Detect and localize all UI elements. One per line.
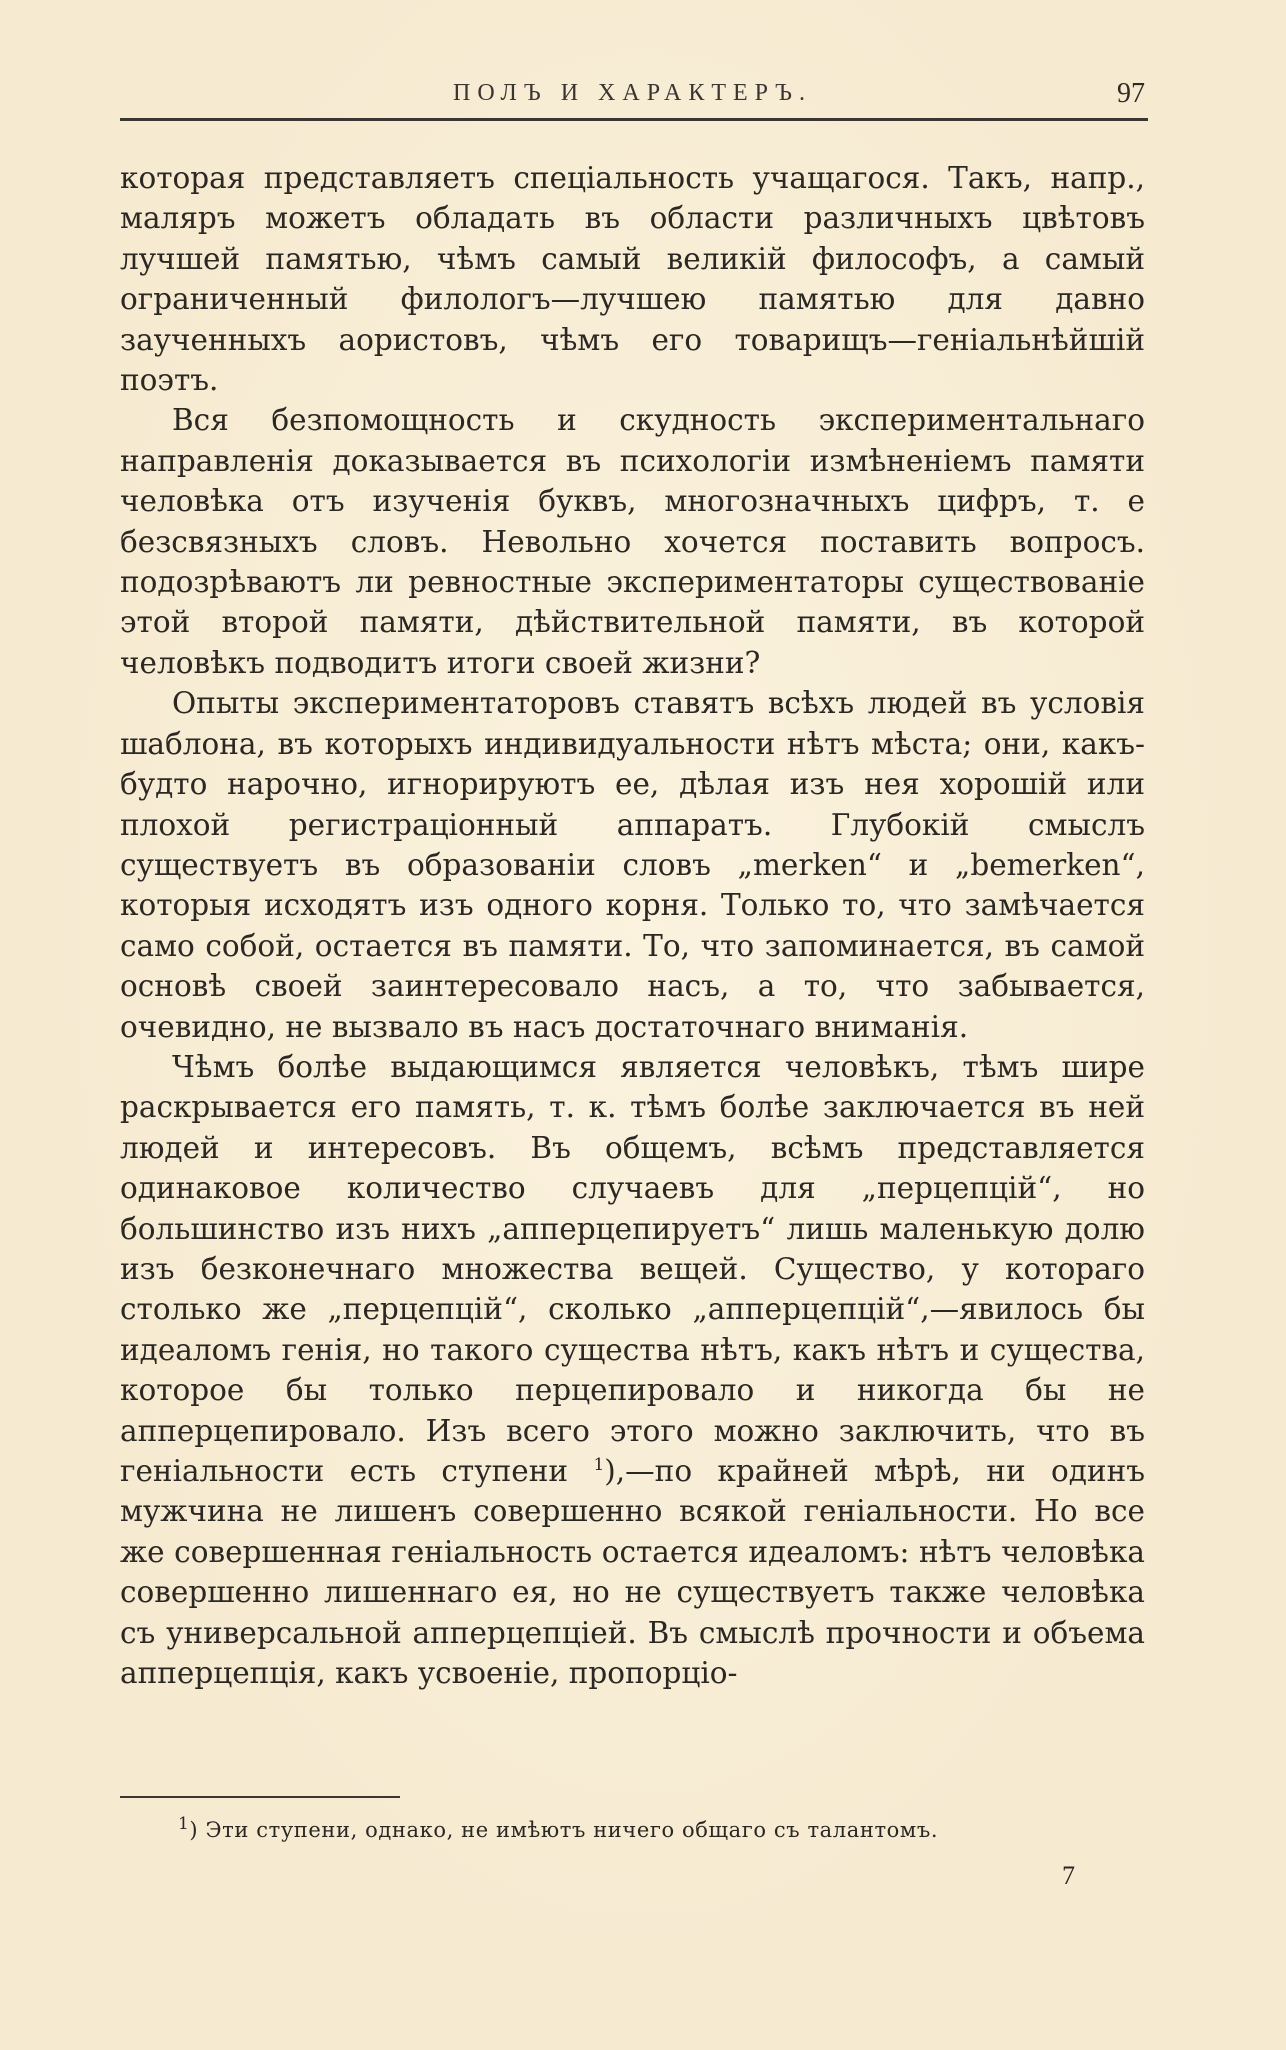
page-header: [120, 80, 1145, 120]
header-rule: [120, 118, 1148, 121]
paragraph-4-tail: ),—по крайней мѣрѣ, ни одинъ мужчина не лишенъ совершенно всякой геніальности. Но все же совершенная геніальность остается идеаломъ: нѣтъ человѣка совершенно лишеннаго ея, но не существуетъ также человѣка съ универсальной апперцепціей. Въ смыслѣ прочности и объема апперцепція, какъ усвоеніе, пропорціо-: [120, 1454, 1145, 1691]
footnote-marker: 1: [178, 1814, 190, 1834]
paragraph-1: которая представляетъ спеціальность учащагося. Такъ, напр., маляръ можетъ обладать въ области различныхъ цвѣтовъ лучшей памятью, чѣмъ самый великій философъ, а самый ограниченный филологъ—лучшею памятью для давно заученныхъ аористовъ, чѣмъ его товарищъ—геніальнѣйшій поэтъ.: [120, 161, 1145, 398]
footnote-rule: [120, 1796, 400, 1798]
page-number: 97: [1117, 78, 1145, 109]
footnote-text: ) Эти ступени, однако, не имѣютъ ничего общаго съ талантомъ.: [189, 1818, 939, 1842]
running-head: ПОЛЪ И ХАРАКТЕРЪ.: [453, 80, 812, 106]
paragraph-2: Вся безпомощность и скудность экспериментальнаго направленія доказывается въ психологіи измѣненіемъ памяти человѣка отъ изученія буквъ, многозначныхъ цифръ, т. е безсвязныхъ словъ. Невольно хочется поставить вопросъ. подозрѣваютъ ли ревностные экспериментаторы существованіе этой второй памяти, дѣйствительной памяти, въ которой человѣкъ подводитъ итоги своей жизни?: [120, 403, 1145, 680]
paragraph-4: [120, 1047, 1145, 1694]
footnote: [178, 1814, 1118, 1842]
signature-mark: 7: [1062, 1861, 1075, 1890]
paragraph-4-text: Чѣмъ болѣе выдающимся является человѣкъ, тѣмъ шире раскрывается его память, т. к. тѣмъ болѣе заключается въ ней людей и интересовъ. Въ общемъ, всѣмъ представляется одинаковое количество случаевъ для „перцепцій“, но большинство изъ нихъ „апперцепируетъ“ лишь маленькую долю изъ безконечнаго множества вещей. Существо, у котораго столько же „перцепцій“, сколько „апперцепцій“,—явилось бы идеаломъ генія, но такого существа нѣтъ, какъ нѣтъ и существа, которое бы только перцепировало и никогда бы не апперцепировало. Изъ всего этого можно заключить, что въ геніальности есть ступени: [120, 1049, 1145, 1488]
paragraph-3: Опыты экспериментаторовъ ставятъ всѣхъ людей въ условія шаблона, въ которыхъ индивидуальности нѣтъ мѣста; они, какъ-будто нарочно, игнорируютъ ее, дѣлая изъ нея хорошій или плохой регистраціонный аппаратъ. Глубокій смыслъ существуетъ въ образованіи словъ „merken“ и „bemerken“, которыя исходятъ изъ одного корня. Только то, что замѣчается само собой, остается въ памяти. То, что запоминается, въ самой основѣ своей заинтересовало насъ, а то, что забывается, очевидно, не вызвало въ насъ достаточнаго вниманія.: [120, 686, 1145, 1044]
body-text: [120, 158, 1145, 1693]
footnote-reference: 1: [593, 1455, 605, 1476]
